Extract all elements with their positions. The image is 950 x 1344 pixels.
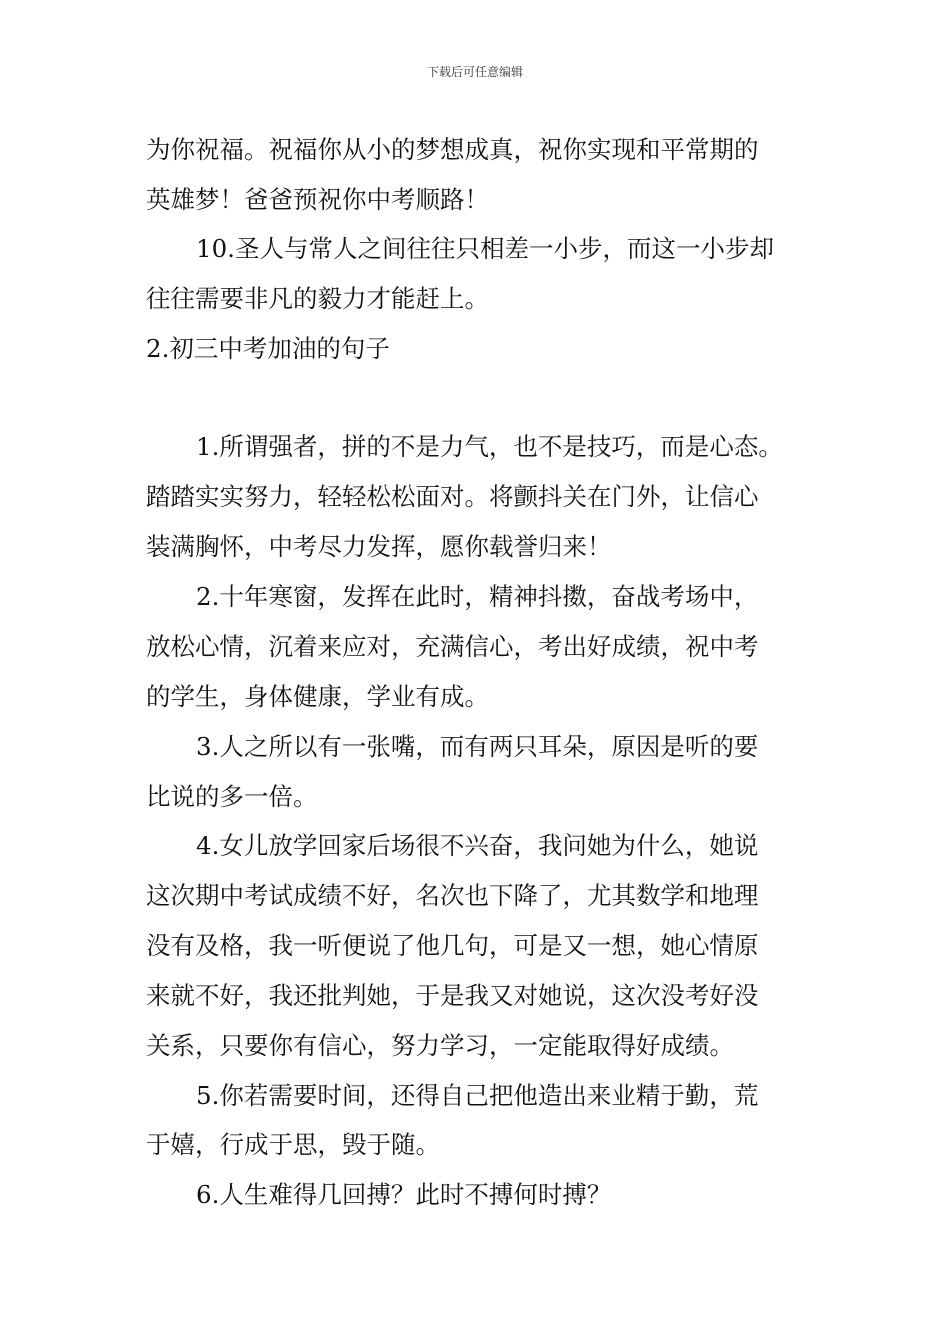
text-line: 1.所谓强者，拼的不是力气，也不是技巧，而是心态。 [196,432,783,461]
text-line: 6.人生难得几回搏？此时不搏何时搏？ [196,1180,612,1209]
section-heading: 2.初三中考加油的句子 [146,334,390,363]
text-line: 的学生，身体健康，学业有成。 [146,682,489,711]
text-line: 来就不好，我还批判她，于是我又对她说，这次没考好没 [146,981,759,1010]
text-line: 比说的多一倍。 [146,782,318,811]
text-line: 装满胸怀，中考尽力发挥，愿你载誉归来！ [146,532,612,561]
text-line: 英雄梦！爸爸预祝你中考顺路！ [146,185,489,214]
page-header: 下载后可任意编辑 [426,65,523,79]
text-line: 踏踏实实努力，轻轻松松面对。将颤抖关在门外，让信心 [146,482,759,511]
text-line: 3.人之所以有一张嘴，而有两只耳朵，原因是听的要 [196,732,759,761]
text-line: 放松心情，沉着来应对，充满信心，考出好成绩，祝中考 [146,632,759,661]
text-line: 4.女儿放学回家后场很不兴奋，我问她为什么，她说 [196,831,759,860]
text-line: 关系，只要你有信心，努力学习，一定能取得好成绩。 [146,1031,734,1060]
text-line: 5.你若需要时间，还得自己把他造出来业精于勤，荒 [196,1081,759,1110]
text-line: 这次期中考试成绩不好，名次也下降了，尤其数学和地理 [146,881,759,910]
text-line: 于嬉，行成于思，毁于随。 [146,1130,440,1159]
text-line: 2.十年寒窗，发挥在此时，精神抖擞，奋战考场中， [196,582,759,611]
text-line: 10.圣人与常人之间往往只相差一小步，而这一小步却 [196,234,774,263]
text-line: 为你祝福。祝福你从小的梦想成真，祝你实现和平常期的 [146,135,759,164]
text-line: 没有及格，我一听便说了他几句，可是又一想，她心情原 [146,931,759,960]
text-line: 往往需要非凡的毅力才能赶上。 [146,284,489,313]
